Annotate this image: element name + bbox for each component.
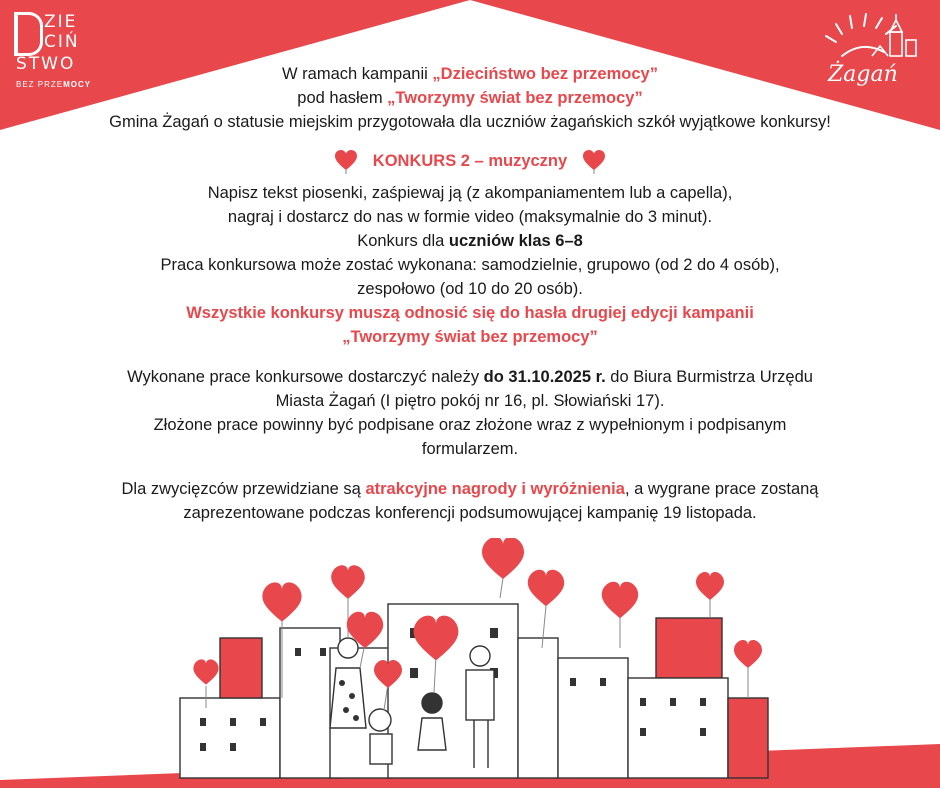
contest-heading-row xyxy=(0,148,940,181)
contest-target-group: uczniów klas 6–8 xyxy=(448,232,583,250)
heart-icon xyxy=(333,148,359,174)
contest-note-2: „Tworzymy świat bez przemocy” xyxy=(342,328,598,346)
logo-letter-d xyxy=(14,12,43,56)
logo-tagline-a: BEZ PRZE xyxy=(16,80,64,89)
delivery-line-1-prefix: Wykonane prace konkursowe dostarczyć należy xyxy=(127,368,484,386)
prizes-highlight: atrakcyjne nagrody i wyróżnienia xyxy=(365,480,625,498)
logo-line-1: ZIE xyxy=(44,12,78,32)
city-skyline-illustration xyxy=(170,538,790,788)
campaign-name: „Dzieciństwo bez przemocy” xyxy=(432,65,658,83)
logo-line-3: STWO xyxy=(16,54,76,74)
deadline: do 31.10.2025 r. xyxy=(483,368,606,386)
contest-line-3-prefix: Konkurs dla xyxy=(357,232,449,250)
main-content xyxy=(0,62,940,525)
contest-line-4: Praca konkursowa może zostać wykonana: samodzielnie, grupowo (od 2 do 4 osób), xyxy=(160,256,780,274)
logo-line-2: CIŃ xyxy=(44,32,80,52)
intro-line-1 xyxy=(0,62,940,86)
heart-icon xyxy=(581,148,607,174)
logo-tagline-b: MOCY xyxy=(63,80,92,89)
delivery-line-4: formularzem. xyxy=(421,440,519,458)
town-name: Żagań xyxy=(828,62,898,87)
contest-note-1: Wszystkie konkursy muszą odnosić się do hasła drugiej edycji kampanii xyxy=(186,304,754,322)
intro-line-2-prefix: pod hasłem xyxy=(297,89,388,107)
contest-line-2: nagraj i dostarcz do nas w formie video (maksymalnie do 3 minut). xyxy=(227,208,713,226)
delivery-line-1-suffix: do Biura Burmistrza Urzędu xyxy=(605,368,813,386)
prizes-line-1-suffix: , a wygrane prace zostaną xyxy=(624,480,819,498)
contest-line-3 xyxy=(0,229,940,253)
delivery-line-2: Miasta Żagań (I piętro pokój nr 16, pl. Słowiański 17). xyxy=(275,392,665,410)
intro-line-3: Gmina Żagań o statusie miejskim przygotowała dla uczniów żagańskich szkół wyjątkowe konkursy! xyxy=(109,113,831,131)
delivery-line-3: Złożone prace powinny być podpisane oraz złożone wraz z wypełnionym i podpisanym xyxy=(153,416,787,434)
intro-line-1-prefix: W ramach kampanii xyxy=(282,65,433,83)
prizes-line-2: zaprezentowane podczas konferencji podsumowującej kampanię 19 listopada. xyxy=(183,504,757,522)
contest-heading: KONKURS 2 – muzyczny xyxy=(372,152,568,170)
prizes-line-1-prefix: Dla zwycięzców przewidziane są xyxy=(121,480,366,498)
delivery-line-1 xyxy=(0,365,940,389)
contest-line-1: Napisz tekst piosenki, zaśpiewaj ją (z akompaniamentem lub a capella), xyxy=(207,184,733,202)
contest-line-5: zespołowo (od 10 do 20 osób). xyxy=(357,280,583,298)
campaign-slogan: „Tworzymy świat bez przemocy” xyxy=(387,89,643,107)
prizes-line-1 xyxy=(0,477,940,501)
intro-line-2 xyxy=(0,86,940,110)
